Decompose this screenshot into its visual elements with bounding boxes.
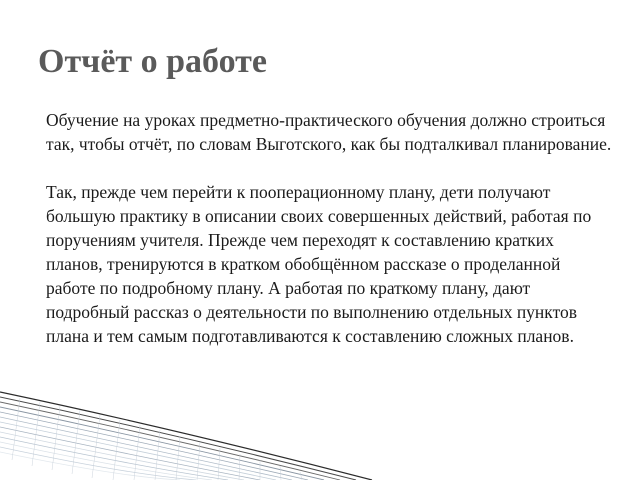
slide-body bbox=[46, 108, 612, 348]
paragraph-details: Так, прежде чем перейти к пооперационному плану, дети получают большую практику в описании своих совершенных действий, работая по поручениям учителя. Прежде чем переходят к составлению кратких планов, тренируются в кратком обобщённом рассказе о проделанной работе по подробному плану. А работая по краткому плану, дают подробный рассказ о деятельности по выполнению отдельных пунктов плана и тем самым подготавливаются к составлению сложных планов. bbox=[46, 182, 592, 346]
slide-title: Отчёт о работе bbox=[38, 43, 267, 80]
paragraph-intro: Обучение на уроках предметно-практического обучения должно строиться так, чтобы отчёт, по словам Выготского, как бы подталкивал планирование. bbox=[46, 110, 612, 154]
